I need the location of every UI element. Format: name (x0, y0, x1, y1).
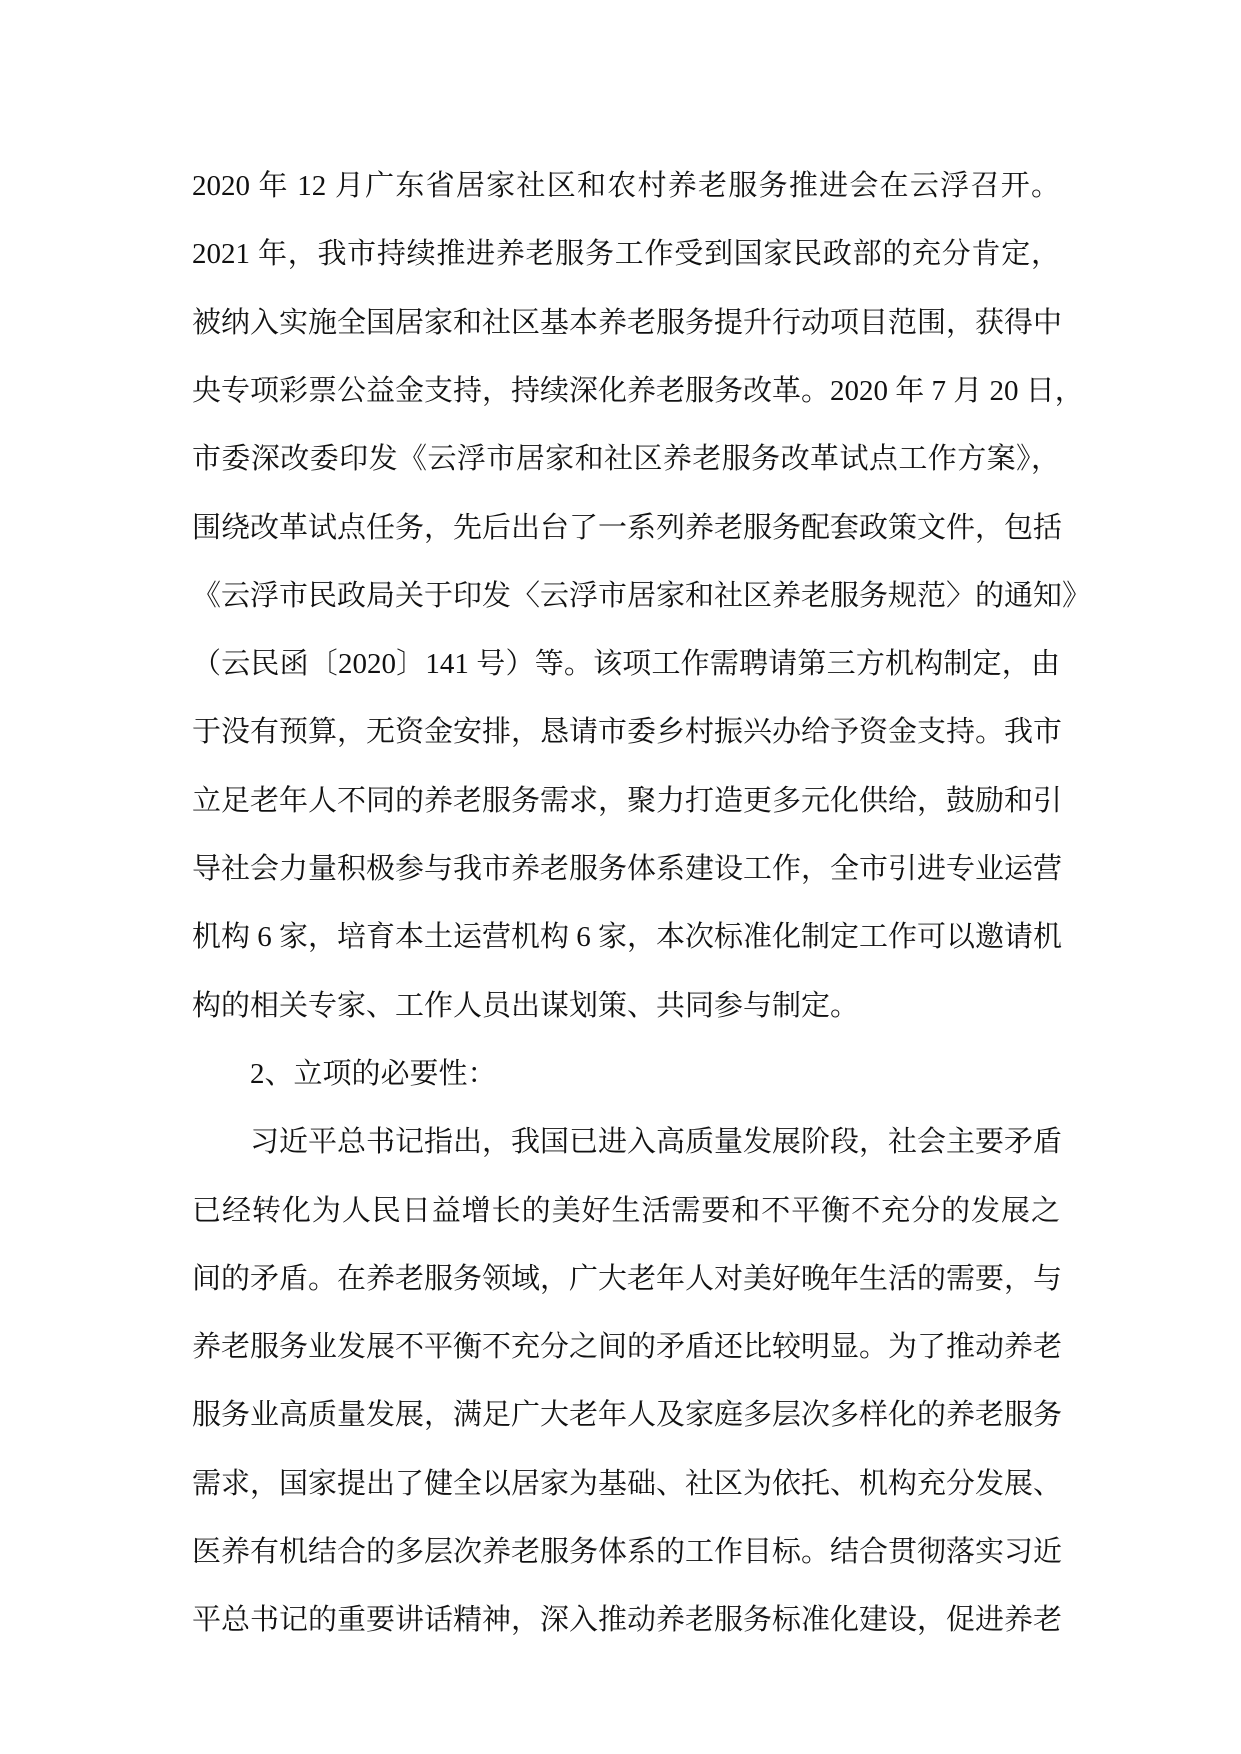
text-line: 立足老年人不同的养老服务需求，聚力打造更多元化供给，鼓励和引 (192, 784, 1063, 817)
text-line: 已经转化为人民日益增长的美好生活需要和不平衡不充分的发展之 (192, 1194, 1060, 1227)
text-line: 于没有预算，无资金安排，恳请市委乡村振兴办给予资金支持。我市 (192, 716, 1063, 749)
text-line: 2020 年 12 月广东省居家社区和农村养老服务推进会在云浮召开。 (192, 170, 1060, 202)
text-line: 市委深改委印发《云浮市居家和社区养老服务改革试点工作方案》， (192, 443, 1060, 476)
text-line: 间的矛盾。在养老服务领域，广大老年人对美好晚年生活的需要，与 (192, 1262, 1063, 1295)
section-heading: 2、立项的必要性： (250, 1057, 497, 1090)
text-line: 导社会力量积极参与我市养老服务体系建设工作，全市引进专业运营 (192, 853, 1063, 885)
text-line: 被纳入实施全国居家和社区基本养老服务提升行动项目范围，获得中 (192, 306, 1063, 339)
text-line: 2021 年，我市持续推进养老服务工作受到国家民政部的充分肯定， (192, 238, 1060, 271)
text-line: 养老服务业发展不平衡不充分之间的矛盾还比较明显。为了推动养老 (192, 1331, 1063, 1364)
text-line: （云民函〔2020〕141 号）等。该项工作需聘请第三方机构制定，由 (192, 648, 1060, 681)
text-line: 构的相关专家、工作人员出谋划策、共同参与制定。 (192, 989, 860, 1022)
text-line: 服务业高质量发展，满足广大老年人及家庭多层次多样化的养老服务 (192, 1399, 1063, 1432)
text-line: 需求，国家提出了健全以居家为基础、社区为依托、机构充分发展、 (192, 1467, 1063, 1500)
text-line: 《云浮市民政局关于印发〈云浮市居家和社区养老服务规范〉的通知》 (192, 579, 1092, 612)
text-line: 平总书记的重要讲话精神，深入推动养老服务标准化建设，促进养老 (192, 1604, 1063, 1637)
text-line: 央专项彩票公益金支持，持续深化养老服务改革。2020 年 7 月 20 日， (192, 374, 1084, 407)
text-line: 围绕改革试点任务，先后出台了一系列养老服务配套政策文件，包括 (192, 511, 1063, 544)
text-line: 习近平总书记指出，我国已进入高质量发展阶段，社会主要矛盾 (250, 1126, 1063, 1159)
text-line: 医养有机结合的多层次养老服务体系的工作目标。结合贯彻落实习近 (192, 1536, 1063, 1568)
text-line: 机构 6 家，培育本土运营机构 6 家，本次标准化制定工作可以邀请机 (192, 921, 1063, 954)
